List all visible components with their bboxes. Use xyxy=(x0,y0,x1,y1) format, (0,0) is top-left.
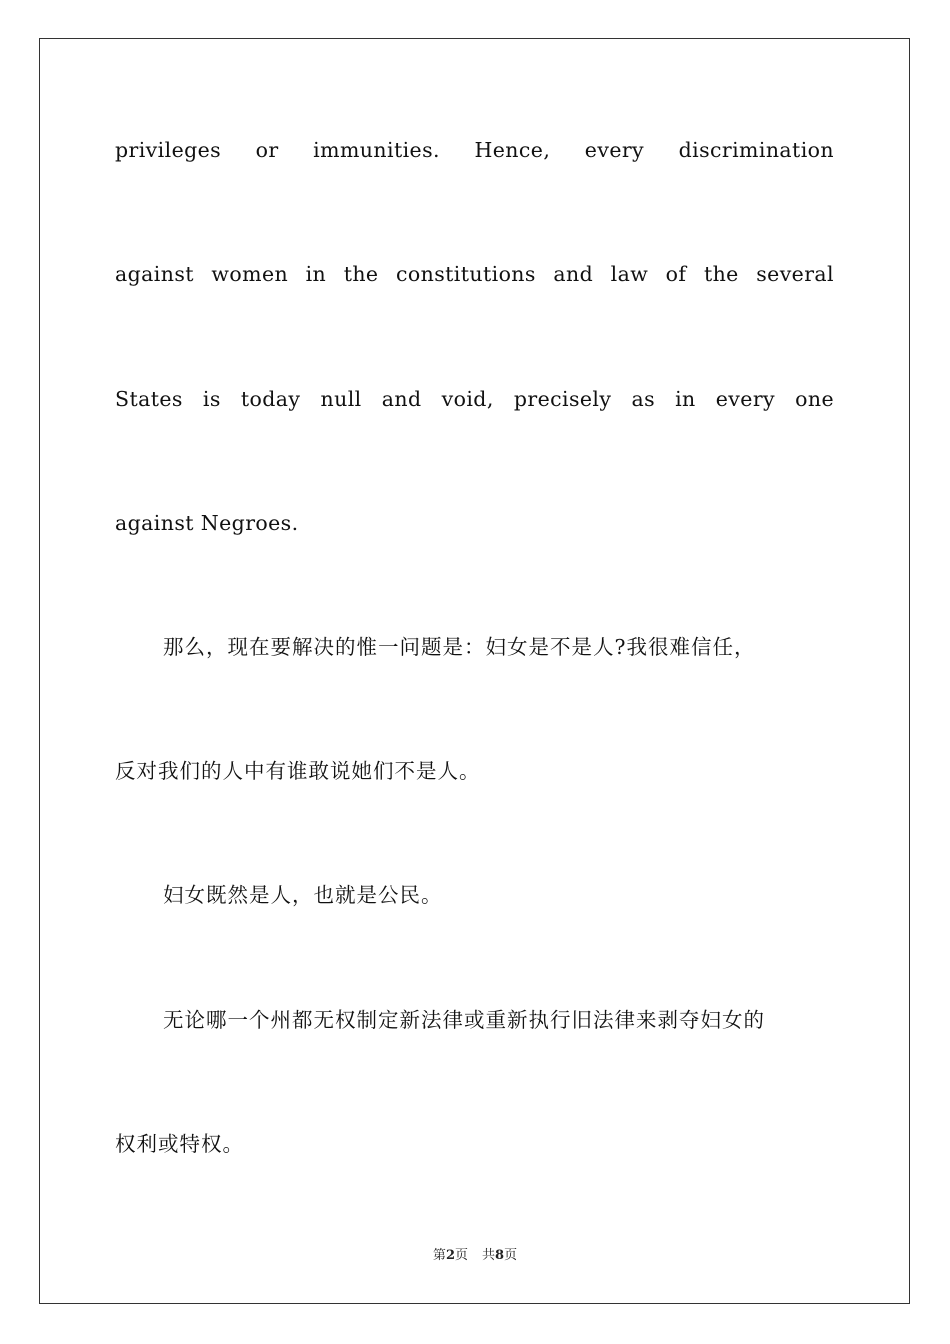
text-line-5: 那么，现在要解决的惟一问题是：妇女是不是人?我很难信任， xyxy=(163,635,756,659)
text-line-9: 权利或特权。 xyxy=(115,1132,244,1156)
text-line-7: 妇女既然是人，也就是公民。 xyxy=(163,883,443,907)
text-line-2: against women in the constitutions and law of the several xyxy=(115,262,834,286)
page-border xyxy=(39,38,910,1304)
text-line-3: States is today null and void, precisely as in every one xyxy=(115,387,834,411)
footer-page-number: 2 xyxy=(445,1248,455,1263)
text-line-1: privileges or immunities. Hence, every discrimination xyxy=(115,138,834,162)
text-line-8: 无论哪一个州都无权制定新法律或重新执行旧法律来剥夺妇女的 xyxy=(163,1008,765,1032)
footer-total-number: 8 xyxy=(495,1248,505,1263)
text-line-4: against Negroes. xyxy=(115,511,299,535)
page-footer xyxy=(0,1247,950,1265)
footer-page-prefix: 第 xyxy=(432,1248,446,1263)
text-line-6: 反对我们的人中有谁敢说她们不是人。 xyxy=(115,759,481,783)
footer-total-suffix: 页 xyxy=(504,1248,518,1263)
footer-total-prefix: 共 xyxy=(482,1248,496,1263)
footer-page-suffix: 页 xyxy=(454,1248,468,1263)
